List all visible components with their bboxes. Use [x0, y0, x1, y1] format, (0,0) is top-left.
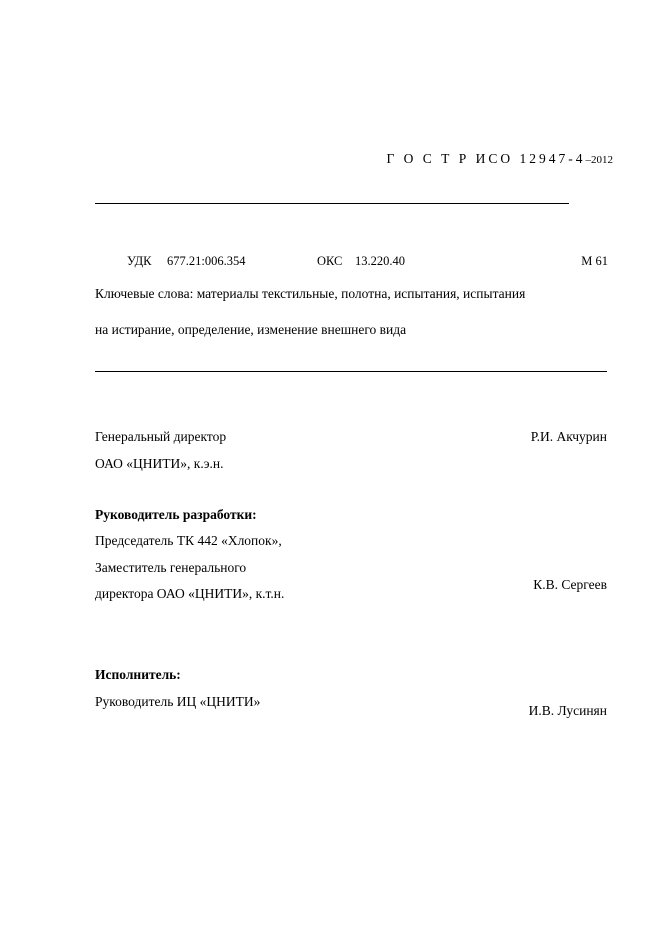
top-divider: [95, 203, 569, 204]
director-title: Генеральный директор: [95, 429, 227, 444]
development-line-3: директора ОАО «ЦНИТИ», к.т.н.: [95, 586, 285, 601]
oks-label: ОКС: [317, 254, 343, 268]
standard-number: Г О С Т Р ИСО 12947-4: [386, 151, 586, 166]
executor-line-1: Руководитель ИЦ «ЦНИТИ»: [95, 694, 261, 709]
director-name: Р.И. Акчурин: [530, 429, 607, 444]
oks-value: 13.220.40: [355, 254, 405, 268]
udk-label: УДК: [127, 254, 152, 268]
keywords-line-1: Ключевые слова: материалы текстильные, полотна, испытания, испытания: [95, 286, 526, 301]
development-line-2: Заместитель генерального: [95, 560, 247, 575]
development-line-1: Председатель ТК 442 «Хлопок»,: [95, 533, 282, 548]
bottom-divider: [95, 371, 607, 372]
standard-designation: [386, 151, 613, 167]
development-lead-name: К.В. Сергеев: [533, 577, 607, 592]
standard-year: –2012: [585, 154, 613, 166]
development-heading: Руководитель разработки:: [95, 507, 257, 522]
executor-heading: Исполнитель:: [95, 667, 181, 682]
m-code: М 61: [581, 254, 608, 268]
director-org: ОАО «ЦНИТИ», к.э.н.: [95, 456, 224, 471]
keywords-line-2: на истирание, определение, изменение внешнего вида: [95, 322, 407, 337]
udk-value: 677.21:006.354: [167, 254, 246, 268]
executor-name: И.В. Лусинян: [528, 703, 607, 718]
